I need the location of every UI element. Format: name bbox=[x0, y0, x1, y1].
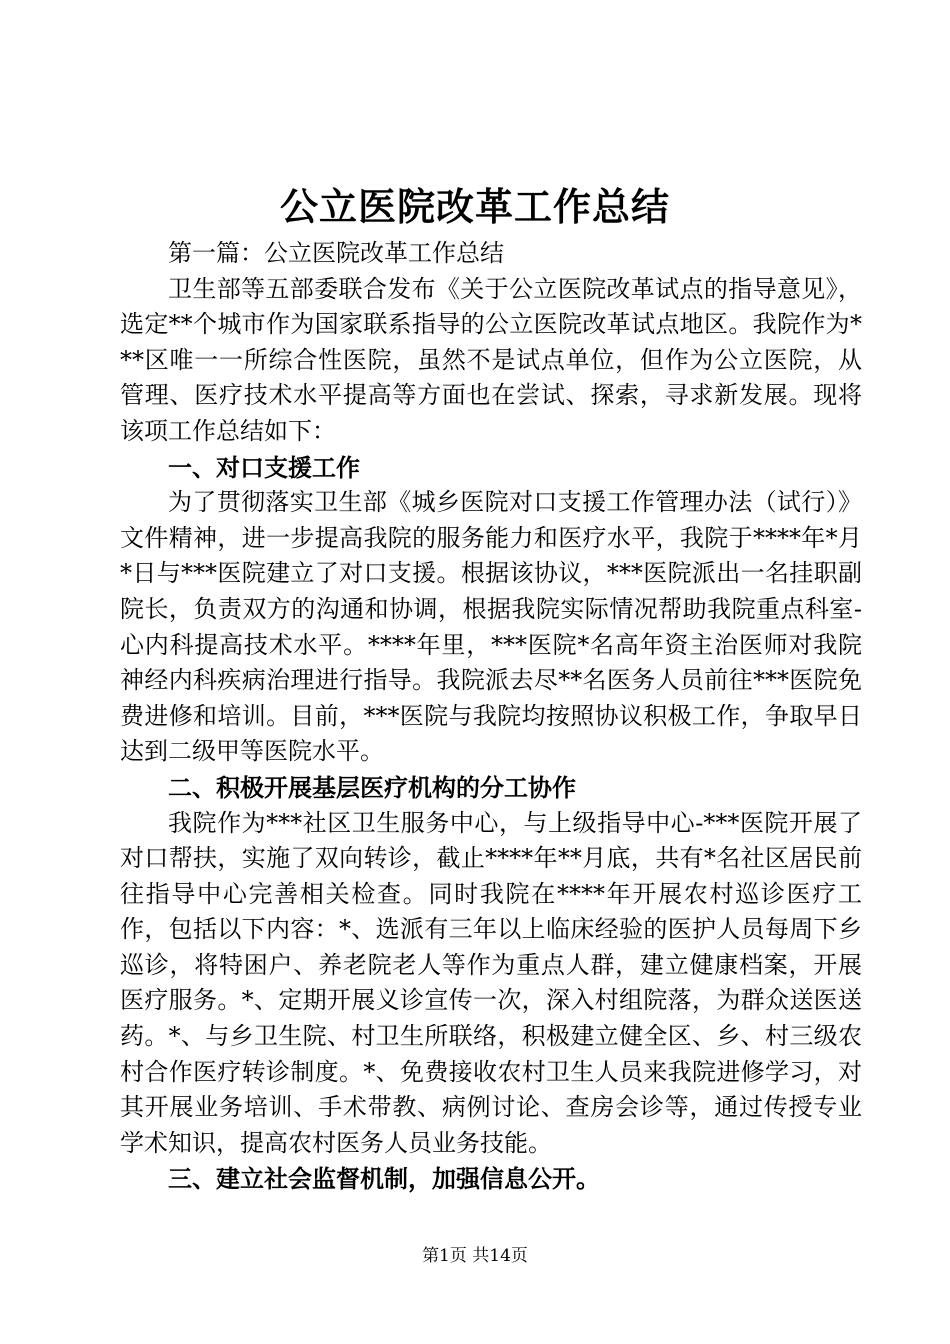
intro-paragraph: 卫生部等五部委联合发布《关于公立医院改革试点的指导意见》，选定**个城市作为国家联系指导的公立医院改革试点地区。我院作为***区唯一一所综合性医院，虽然不是试点单位，但作为公立医院，从管理、医疗技术水平提高等方面也在尝试、探索，寻求新发展。现将该项工作总结如下： bbox=[120, 274, 862, 445]
section-subtitle: 第一篇：公立医院改革工作总结 bbox=[168, 239, 504, 267]
page-number-footer: 第1页 共14页 bbox=[422, 1246, 528, 1266]
section-heading-3: 三、建立社会监督机制，加强信息公开。 bbox=[168, 1164, 600, 1194]
section-heading-1: 一、对口支援工作 bbox=[168, 452, 360, 482]
section-paragraph-2: 我院作为***社区卫生服务中心，与上级指导中心-***医院开展了对口帮扶，实施了双向转诊，截止****年**月底，共有*名社区居民前往指导中心完善相关检查。同时我院在****年开展农村巡诊医疗工作，包括以下内容：*、选派有三年以上临床经验的医护人员每周下乡巡诊，将特困户、养老院老人等作为重点人群，建立健康档案，开展医疗服务。*、定期开展义诊宣传一次，深入村组院落，为群众送医送药。*、与乡卫生院、村卫生所联络，积极建立健全区、乡、村三级农村合作医疗转诊制度。*、免费接收农村卫生人员来我院进修学习，对其开展业务培训、手术带教、病例讨论、查房会诊等，通过传授专业学术知识，提高农村医务人员业务技能。 bbox=[120, 808, 862, 1157]
section-paragraph-1: 为了贯彻落实卫生部《城乡医院对口支援工作管理办法（试行）》文件精神，进一步提高我院的服务能力和医疗水平，我院于****年*月*日与***医院建立了对口支援。根据该协议，***医院派出一名挂职副院长，负责双方的沟通和协调，根据我院实际情况帮助我院重点科室-心内科提高技术水平。****年里，***医院*名高年资主治医师对我院神经内科疾病治理进行指导。我院派去尽**名医务人员前往***医院免费进修和培训。目前，***医院与我院均按照协议积极工作，争取早日达到二级甲等医院水平。 bbox=[120, 488, 862, 766]
document-title: 公立医院改革工作总结 bbox=[279, 184, 670, 229]
document-body bbox=[120, 236, 862, 1197]
section-heading-2: 二、积极开展基层医疗机构的分工协作 bbox=[168, 772, 576, 802]
